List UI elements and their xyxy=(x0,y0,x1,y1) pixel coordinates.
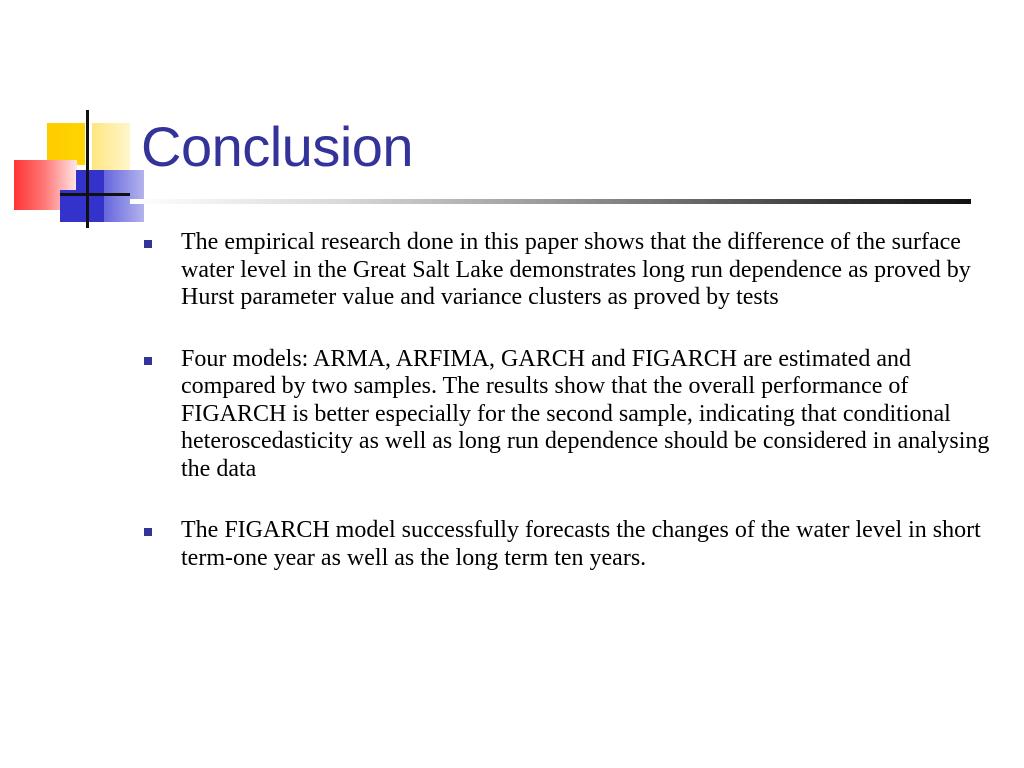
bullet-item xyxy=(142,229,992,312)
deco-blue-square xyxy=(76,170,104,222)
decorative-blocks xyxy=(0,0,160,240)
bullet-text: Four models: ARMA, ARFIMA, GARCH and FIGARCH are estimated and compared by two samples. The results show that the overall performance of FIGARCH is better especially for the second sample, indicating that conditional heteroscedasticity as well as long run dependence should be considered in analysing the data xyxy=(181,345,990,482)
square-bullet-icon xyxy=(144,528,152,536)
bullet-list xyxy=(142,229,992,606)
title-divider xyxy=(130,199,971,204)
square-bullet-icon xyxy=(144,357,152,365)
bullet-item xyxy=(142,517,992,572)
bullet-item xyxy=(142,346,992,484)
bullet-text: The FIGARCH model successfully forecasts the changes of the water level in short term-one year as well as the long term ten years. xyxy=(181,517,981,571)
deco-yellow-square xyxy=(47,123,85,165)
deco-vertical-line xyxy=(86,110,89,228)
deco-light-blue-square xyxy=(104,170,144,222)
deco-horizontal-line xyxy=(60,193,130,196)
square-bullet-icon xyxy=(144,240,152,248)
bullet-text: The empirical research done in this paper shows that the difference of the surface water level in the Great Salt Lake demonstrates long run dependence as proved by Hurst parameter value and variance clusters as proved by tests xyxy=(181,229,971,310)
slide-title: Conclusion xyxy=(141,115,414,178)
deco-light-yellow-square xyxy=(92,123,130,170)
